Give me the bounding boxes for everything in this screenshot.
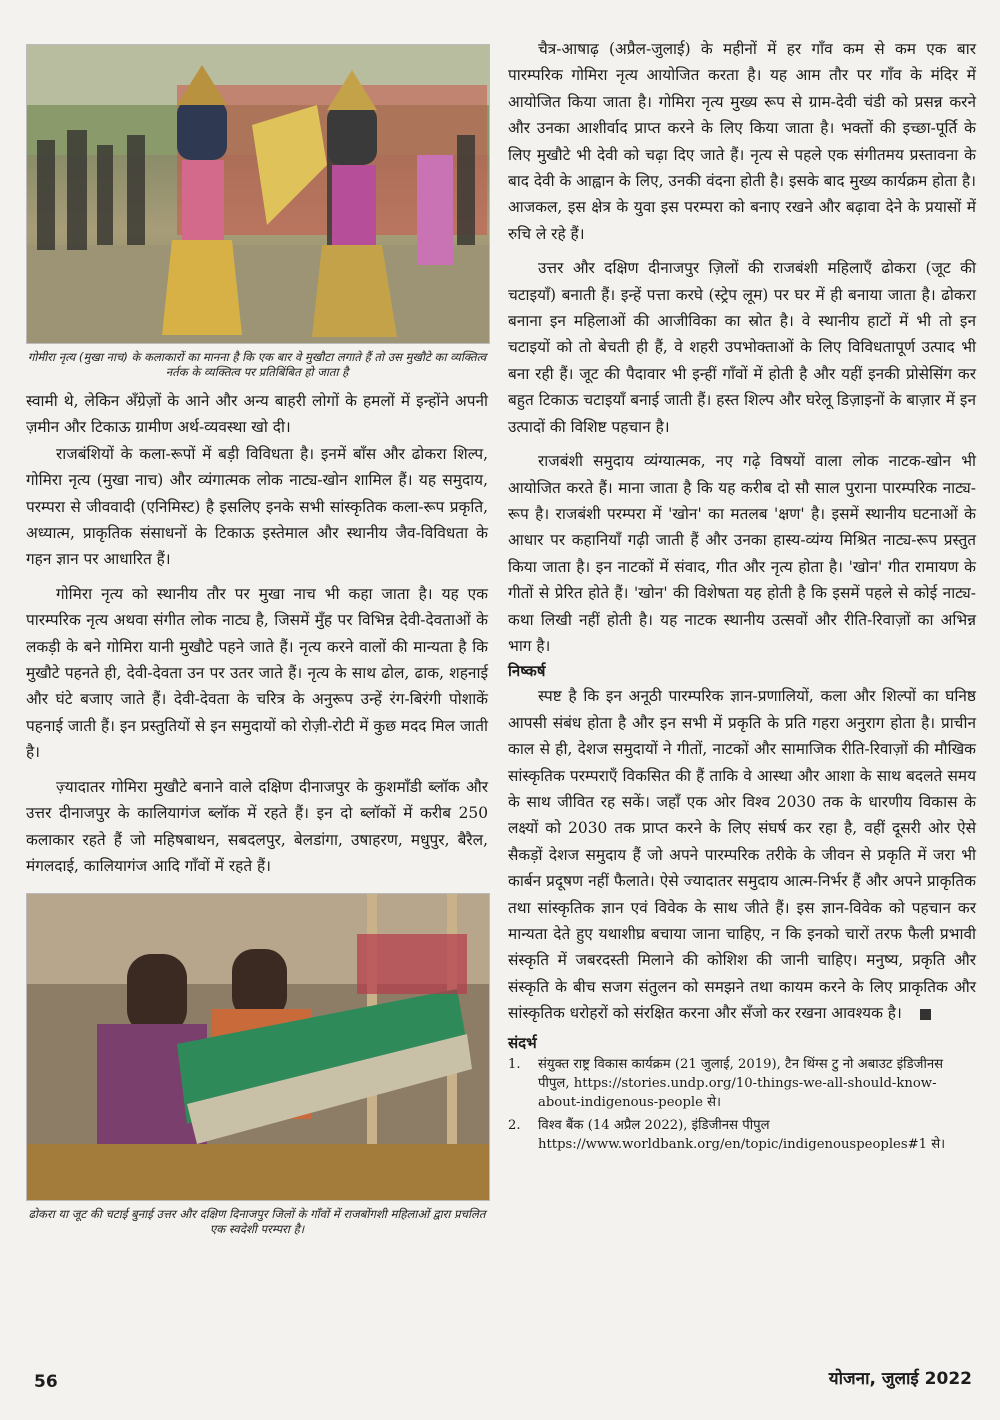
left-paragraph-2: राजबंशियों के कला-रूपों में बड़ी विविधता है। इनमें बाँस और ढोकरा शिल्प, गोमिरा नृत्य (मुखा नाच) और व्यंगात्मक लोक नाट्य-खोन शामिल हैं। यह समुदाय, परम्परा से जीववादी (एनिमिस्ट) है इसलिए इनके सभी सांस्कृतिक कला-रूप प्रकृति, अध्यात्म, प्राकृतिक संसाधनों के टिकाऊ इस्तेमाल और स्थानीय जैव-विविधता के गहन ज्ञान पर आधारित हैं।	[26, 444, 488, 569]
right-column	[508, 36, 976, 1158]
left-paragraph-3: गोमिरा नृत्य को स्थानीय तौर पर मुखा नाच भी कहा जाता है। यह एक पारम्परिक नृत्य अथवा संगीत लोक नाट्य है, जिसमें मुँह पर विभिन्न देवी-देवताओं के लकड़ी के बने गोमिरा यानी मुखौटे पहने जाते हैं। नृत्य करने वालों की मान्यता है कि मुखौटे पहनते ही, देवी-देवता उन पर उतर जाते हैं। नृत्य के साथ ढोल, ढाक, शहनाई और घंटे बजाए जाते हैं। देवी-देवता के चरित्र के अनुरूप उन्हें रंग-बिरंगी पोशाकें पहनाई जाती हैं। इन प्रस्तुतियों से इन समुदायों को रोज़ी-रोटी में कुछ मदद मिल जाती है।	[26, 584, 488, 762]
weaving-women-illustration	[27, 894, 489, 1200]
references-list	[508, 1055, 976, 1154]
left-paragraph-1: स्वामी थे, लेकिन अँग्रेज़ों के आने और अन्य बाहरी लोगों के हमलों में इन्होंने अपनी ज़मीन और टिकाऊ ग्रामीण अर्थ-व्यवस्था खो दी।	[26, 392, 488, 437]
conclusion-heading: निष्कर्ष	[508, 662, 546, 681]
end-mark-icon	[920, 1009, 931, 1020]
right-paragraph-1: चैत्र-आषाढ़ (अप्रैल-जुलाई) के महीनों में हर गाँव कम से कम एक बार पारम्परिक गोमिरा नृत्य आयोजित करता है। यह आम तौर पर गाँव के मंदिर में आयोजित किया जाता है। गोमिरा नृत्य मुख्य रूप से ग्राम-देवी चंडी को प्रसन्न करने और उनका आशीर्वाद प्राप्त करने के लिए किया जाता है। भक्तों की इच्छा-पूर्ति के लिए मुखौटे भी देवी को चढ़ा दिए जाते हैं। नृत्य से पहले एक संगीतमय प्रस्तावना के बाद देवी के आह्वान के लिए, उनकी वंदना होती है। इसके बाद मुख्य कार्यक्रम होता है। आजकल, इस क्षेत्र के युवा इस परम्परा को बनाए रखने और बढ़ावा देने के प्रयासों में रुचि ले रहे हैं।	[508, 40, 976, 243]
right-paragraph-3: राजबंशी समुदाय व्यंग्यात्मक, नए गढ़े विषयों वाला लोक नाटक-खोन भी आयोजित करते हैं। माना जाता है कि यह करीब दो सौ साल पुराना पारम्परिक नाट्य-रूप है। राजबंशी परम्परा में 'खोन' का मतलब 'क्षण' है। इसमें स्थानीय घटनाओं के आधार पर कहानियाँ गढ़ी जाती हैं और उनका हास्य-व्यंग्य मिश्रित नाट्य-रूप प्रस्तुत किया जाता है। इन नाटकों में संवाद, गीत और नृत्य होता है। 'खोन' गीत रामायण के गीतों से प्रेरित होते हैं। 'खोन' की विशेषता यह होती है कि इसमें पहले से कोई नाट्य-कथा लिखी नहीं होती है। यह नाटक स्थानीय उत्सवों और रीति-रिवाज़ों का अभिन्न भाग है।	[508, 452, 976, 655]
reference-text[interactable]: विश्व बैंक (14 अप्रैल 2022), इंडिजीनस पीपुल https://www.worldbank.org/en/topic/indigenouspeoples#1 से।	[538, 1117, 946, 1152]
reference-number: 2.	[508, 1117, 521, 1133]
reference-text[interactable]: संयुक्त राष्ट्र विकास कार्यक्रम (21 जुलाई, 2019), टैन थिंग्स टु नो अबाउट इंडिजीनस पीपुल, https://stories.undp.org/10-things-we-all-should-know-about-indigenous-people से।	[538, 1056, 944, 1110]
left-column	[26, 44, 488, 1245]
masked-dancers-photo	[26, 44, 490, 344]
right-paragraph-2: उत्तर और दक्षिण दीनाजपुर ज़िलों की राजबंशी महिलाएँ ढोकरा (जूट की चटाइयाँ) बनाती हैं। इन्हें पत्ता करघे (स्ट्रेप लूम) पर घर में ही बनाया जाता है। ढोकरा बनाना इन महिलाओं की आजीविका का स्रोत है। वे स्थानीय हाटों में भी तो इन चटाइयों को तो बेचती ही हैं, वे शहरी उपभोक्ताओं के लिए विविधतापूर्ण उत्पाद भी बना रही हैं। जूट की पैदावार भी इन्हीं गाँवों में होती है और यहीं इनकी प्रोसेसिंग कर बहुत टिकाऊ चटाइयाँ बनाई जाती हैं। हस्त शिल्प और घरेलू डिज़ाइनों के बाज़ार में इन उत्पादों की विशिष्ट पहचान है।	[508, 259, 976, 436]
photo1-caption: गोमीरा नृत्य (मुखा नाच) के कलाकारों का मानना है कि एक बार वे मुखौटा लगाते हैं तो उस मुखौटे का व्यक्तित्व नर्तक के व्यक्तित्व पर प्रतिबिंबित हो जाता है	[27, 350, 487, 379]
left-paragraph-4: ज़्यादातर गोमिरा मुखौटे बनाने वाले दक्षिण दीनाजपुर के कुशमाँडी ब्लॉक और उत्तर दीनाजपुर के कालियागंज ब्लॉक में रहते हैं। इन दो ब्लॉकों में करीब 250 कलाकार रहते हैं जो महिषबाथन, सबदलपुर, बेलडांगा, उषाहरण, मधुपुर, बैरैल, मंगलदाई, कालियागंज आदि गाँवों में रहते हैं।	[26, 777, 488, 875]
magazine-issue: योजना, जुलाई 2022	[828, 1369, 972, 1389]
conclusion-text: स्पष्ट है कि इन अनूठी पारम्परिक ज्ञान-प्रणालियों, कला और शिल्पों का घनिष्ठ आपसी संबंध होता है और इन सभी में प्रकृति के प्रति गहरा अनुराग होता है। प्राचीन काल से ही, देशज समुदायों ने गीतों, नाटकों और सामाजिक रीति-रिवाज़ों की मौखिक सांस्कृतिक परम्पराएँ विकसित की हैं ताकि वे आस्था और आशा के साथ बदलते समय के साथ जीवित रह सकें। जहाँ एक ओर विश्व 2030 तक के धारणीय विकास के लक्ष्यों को 2030 तक प्राप्त करने के लिए संघर्ष कर रहा है, वहीं दूसरी ओर ऐसे सैकड़ों देशज समुदाय हैं जो अपने पारम्परिक तरीके के जीवन से प्रकृति में जरा भी कार्बन प्रदूषण नहीं फैलाते। ऐसे ज्यादातर समुदाय आत्म-निर्भर हैं और अपने प्राकृतिक तथा सांस्कृतिक ज्ञान एवं विवेक के साथ जीते हैं। इस ज्ञान-विवेक को पहचान कर मान्यता देते हुए यथाशीघ्र बचाया जाना चाहिए, न कि इनको चारों तरफ फैली प्रभावी संस्कृति में जबरदस्ती मिलाने की कोशिश की जानी चाहिए। मनुष्य, प्रकृति और संस्कृति के बीच सजग संतुलन को समझने तथा कायम करने के लिए प्राकृतिक और सांस्कृतिक धरोहरों को संरक्षित करना और सँजो कर रखना आवश्यक है।	[508, 687, 976, 1023]
weaving-women-photo	[26, 893, 490, 1201]
conclusion-paragraph	[508, 683, 976, 1026]
reference-number: 1.	[508, 1056, 521, 1072]
references-heading: संदर्भ	[508, 1033, 537, 1052]
reference-item	[508, 1116, 976, 1154]
masked-dancers-illustration	[27, 45, 489, 343]
page-number: 56	[34, 1372, 58, 1392]
photo2-caption: ढोकरा या जूट की चटाई बुनाई उत्तर और दक्षिण दिनाजपुर जिलों के गाँवों में राजबोंगशी महिलाओं द्वारा प्रचलित एक स्वदेशी परम्परा है।	[28, 1207, 486, 1237]
reference-item	[508, 1055, 976, 1112]
